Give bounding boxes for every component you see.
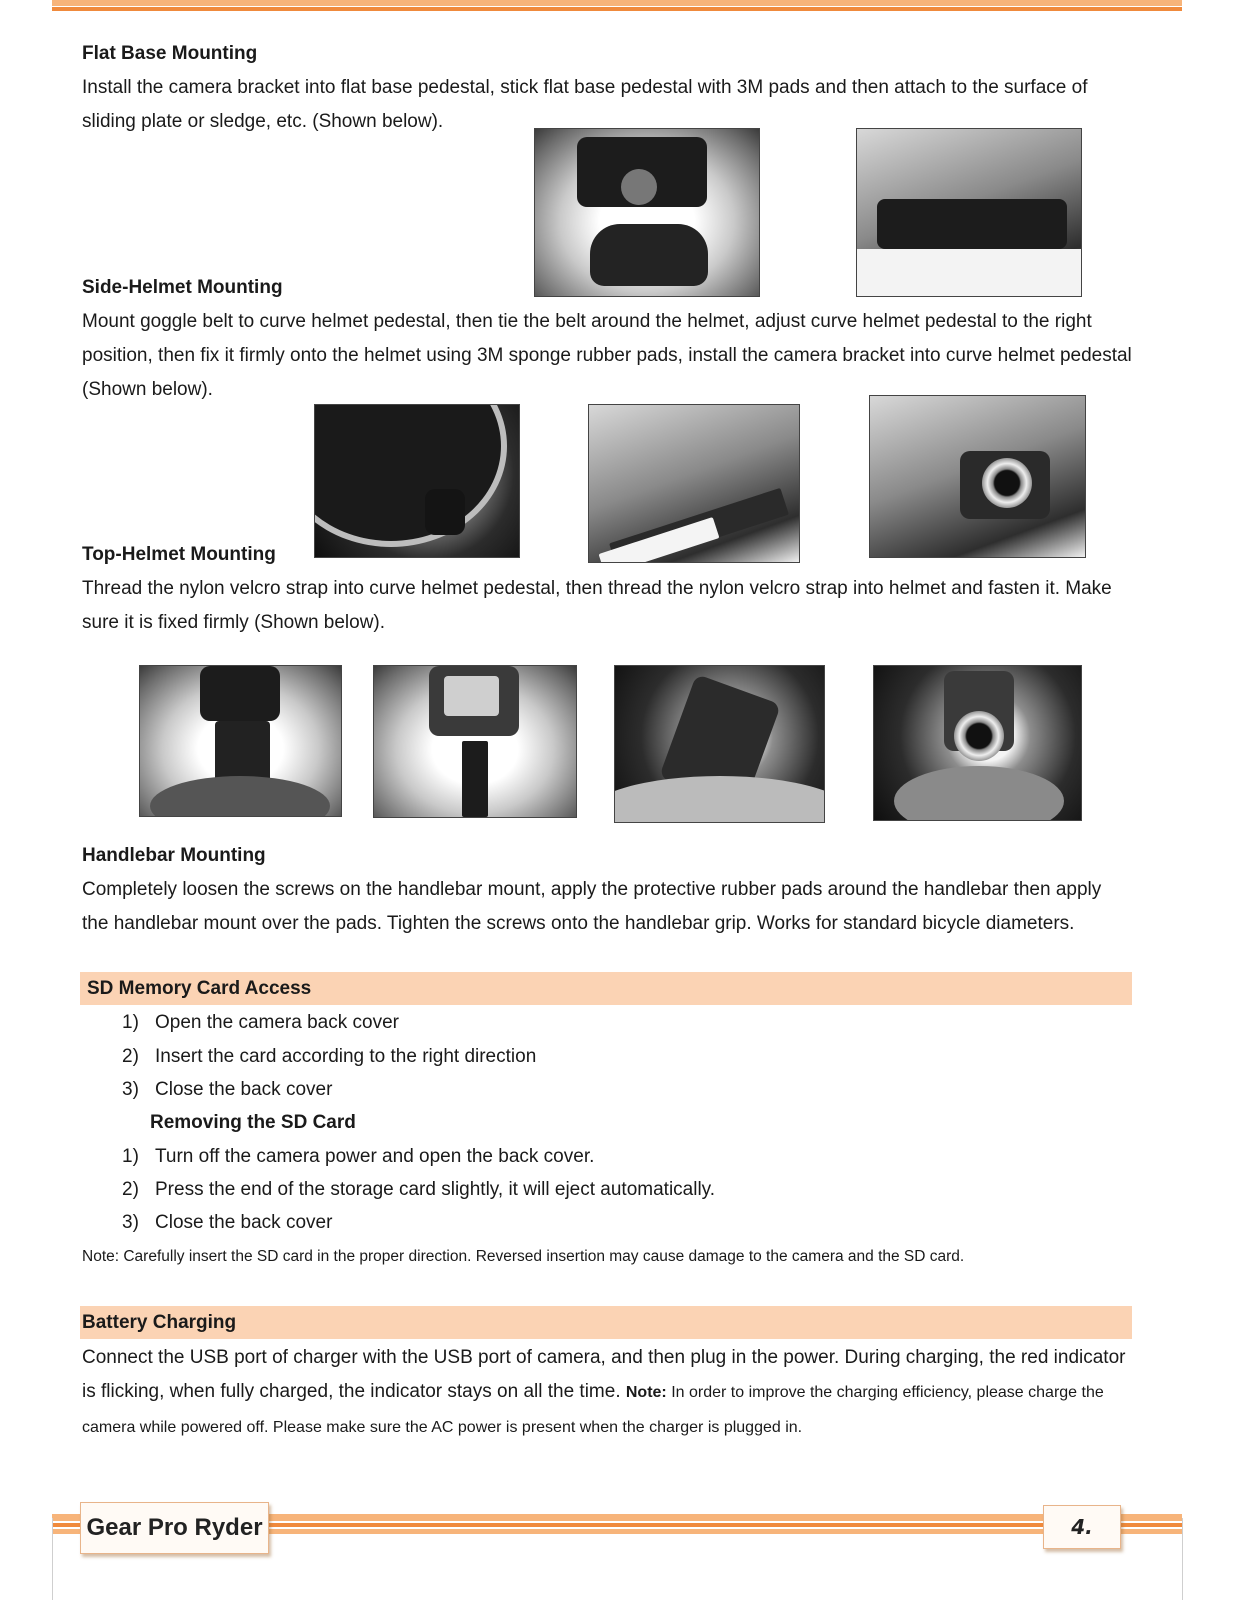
sd-step-1-number: 1)	[122, 1012, 139, 1033]
battery-note-label: Note:	[625, 1384, 667, 1401]
top-helmet-text: Thread the nylon velcro strap into curve helmet pedestal, then thread the nylon velcro strap into helmet and fasten it. Make sure it is fixed firmly (Shown below).	[82, 578, 1112, 633]
top-helmet-heading: Top-Helmet Mounting	[82, 544, 276, 565]
flat-base-photo-2	[856, 128, 1082, 297]
handlebar-heading: Handlebar Mounting	[82, 845, 266, 866]
flat-base-text: Install the camera bracket into flat base pedestal, stick flat base pedestal with 3M pads and then attach to the surface of sliding plate or sledge, etc. (Shown below).	[82, 77, 1088, 132]
sd-card-heading: SD Memory Card Access	[87, 978, 312, 999]
side-helmet-heading: Side-Helmet Mounting	[82, 277, 283, 298]
side-helmet-photo-3	[869, 395, 1086, 558]
sd-card-section-band	[80, 972, 1132, 1005]
battery-heading: Battery Charging	[82, 1312, 237, 1333]
remove-step-3-text: Close the back cover	[155, 1212, 333, 1233]
battery-paragraph	[82, 1341, 1132, 1445]
remove-step-2-text: Press the end of the storage card slightly, it will eject automatically.	[155, 1179, 716, 1200]
remove-step-1-number: 1)	[122, 1146, 139, 1167]
sd-step-3-number: 3)	[122, 1079, 139, 1100]
battery-note-text: In order to improve the charging efficiency, please charge the camera while powered off. Please make sure the AC power is present when the charger is plugged in.	[82, 1384, 1104, 1436]
battery-section-band	[80, 1306, 1132, 1339]
top-helmet-photo-1	[139, 665, 342, 817]
footer-brand: Gear Pro Ryder	[80, 1502, 269, 1554]
sd-step-2-text: Insert the card according to the right direction	[155, 1046, 537, 1067]
remove-step-1-text: Turn off the camera power and open the back cover.	[155, 1146, 595, 1167]
top-helmet-photo-2	[373, 665, 577, 818]
footer-left-edge	[52, 1518, 53, 1600]
top-helmet-photo-4	[873, 665, 1082, 821]
top-border-rule	[52, 0, 1182, 11]
handlebar-text: Completely loosen the screws on the handlebar mount, apply the protective rubber pads around the handlebar then apply the handlebar mount over the pads. Tighten the screws onto the handlebar grip. Works for standard bicycle diameters.	[82, 879, 1102, 934]
sd-step-2-number: 2)	[122, 1046, 139, 1067]
side-helmet-text: Mount goggle belt to curve helmet pedestal, then tie the belt around the helmet, adjust curve helmet pedestal to the right position, then fix it firmly onto the helmet using 3M sponge rubber pads, install the camera bracket into curve helmet pedestal (Shown below).	[82, 311, 1132, 400]
sd-step-1-text: Open the camera back cover	[155, 1012, 399, 1033]
remove-step-3-number: 3)	[122, 1212, 139, 1233]
side-helmet-photo-2	[588, 404, 800, 563]
top-helmet-photo-3	[614, 665, 825, 823]
side-helmet-photo-1	[314, 404, 520, 558]
flat-base-photo-1	[534, 128, 760, 297]
footer-right-edge	[1182, 1518, 1183, 1600]
sd-step-3-text: Close the back cover	[155, 1079, 333, 1100]
remove-step-2-number: 2)	[122, 1179, 139, 1200]
page-number: 4.	[1043, 1505, 1121, 1549]
flat-base-heading: Flat Base Mounting	[82, 43, 258, 64]
battery-text: Connect the USB port of charger with the USB port of camera, and then plug in the power. During charging, the red indicator is flicking, when fully charged, the indicator stays on all the time.	[82, 1347, 1126, 1402]
sd-card-note: Note: Carefully insert the SD card in the proper direction. Reversed insertion may cause damage to the camera and the SD card.	[82, 1248, 965, 1265]
removing-sd-heading: Removing the SD Card	[150, 1112, 356, 1133]
